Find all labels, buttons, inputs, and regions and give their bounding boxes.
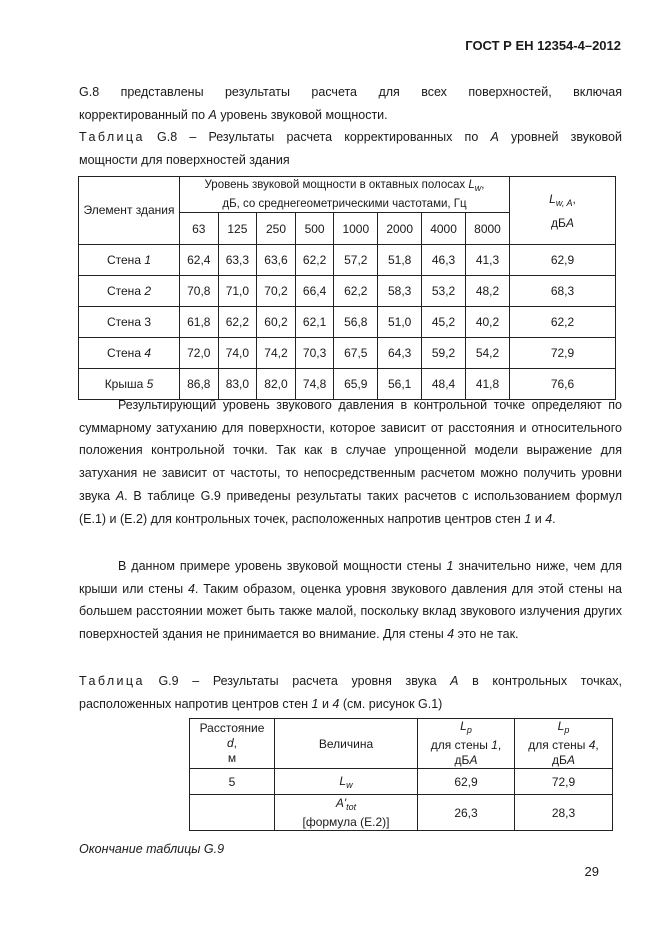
t9-header-distance: Расстояние d, м xyxy=(190,719,275,769)
freq-cell: 500 xyxy=(295,213,334,245)
row-label: Крыша 5 xyxy=(79,369,180,400)
paragraph-1: Результирующий уровень звукового давления в контрольной точке определяют по суммарному затуханию для поверхности, которое зависит от расстояния и относительного положения контрольной точки. Так как в случае упрощенной модели выражение для затухания не зависит от частоты, то непосредственным расчетом можно получить уровни звука А. В таблице G.9 приведены результаты таких расчетов с использованием формул (Е.1) и (Е.2) для контрольных точек, расположенных напротив центров стен 1 и 4. xyxy=(79,398,622,526)
freq-cell: 1000 xyxy=(334,213,378,245)
table-row: Крыша 5 86,8 83,0 82,0 74,8 65,9 56,1 48,4 41,8 76,6 xyxy=(79,369,616,400)
table-row: Стена 1 62,4 63,3 63,6 62,2 57,2 51,8 46,3 41,3 62,9 xyxy=(79,245,616,276)
t8-header-bands: Уровень звуковой мощности в октавных полосах $L_w$, дБ, со среднегеометрическими частотами, Гц xyxy=(180,177,510,213)
row-total: 72,9 xyxy=(510,338,616,369)
table-row: 5 $L_w$ 62,9 72,9 xyxy=(190,769,613,795)
row-total: 62,2 xyxy=(510,307,616,338)
freq-cell: 250 xyxy=(257,213,296,245)
page-number: 29 xyxy=(584,864,599,879)
freq-cell: 4000 xyxy=(422,213,466,245)
table-row: Стена 3 61,8 62,2 60,2 62,1 56,8 51,0 45,2 40,2 62,2 xyxy=(79,307,616,338)
freq-cell: 2000 xyxy=(378,213,422,245)
table-g8-caption: Таблица G.8 – Результаты расчета корректированных по А уровней звуковой мощности для поверхностей здания xyxy=(79,130,622,167)
row-total: 76,6 xyxy=(510,369,616,400)
intro-line-2: корректированный по А уровень звуковой мощности. xyxy=(79,107,388,122)
t8-header-total: $L_{w, A}$, дБА xyxy=(510,177,616,245)
freq-cell: 125 xyxy=(218,213,257,245)
row-label: Стена 1 xyxy=(79,245,180,276)
freq-cell: 8000 xyxy=(466,213,510,245)
table-row: Стена 4 72,0 74,0 74,2 70,3 67,5 64,3 59,2 54,2 72,9 xyxy=(79,338,616,369)
table-g9-caption: Таблица G.9 – Результаты расчета уровня звука А в контрольных точках, расположенных напротив центров стен 1 и 4 (см. рисунок G.1) xyxy=(79,674,622,711)
table-g9 xyxy=(189,718,613,831)
document-header: ГОСТ Р ЕН 12354-4–2012 xyxy=(465,38,621,53)
row-total: 68,3 xyxy=(510,276,616,307)
t9-header-quantity: Величина xyxy=(275,719,418,769)
table-continuation-note: Окончание таблицы G.9 xyxy=(79,842,225,856)
row-label: Стена 2 xyxy=(79,276,180,307)
intro-line-1: G.8 представлены результаты расчета для всех поверхностей, включая xyxy=(79,85,622,99)
t9-header-row xyxy=(190,719,613,769)
freq-cell: 63 xyxy=(180,213,219,245)
t9-header-wall4: $L_p$ для стены 4, дБА xyxy=(515,719,613,769)
row-total: 62,9 xyxy=(510,245,616,276)
row-label: Стена 4 xyxy=(79,338,180,369)
paragraph-2: В данном примере уровень звуковой мощности стены 1 значительно ниже, чем для крыши или стены 4. Таким образом, оценка уровня звукового давления для этой стены на большем расстоянии может быть также малой, поскольку вклад звукового излучения других поверхностей здания не принимается во внимание. Для стены 4 это не так. xyxy=(79,559,622,642)
table-row: $A'_{tot}$ [формула (Е.2)] 26,3 28,3 xyxy=(190,795,613,831)
row-label: Стена 3 xyxy=(79,307,180,338)
t9-header-wall1: $L_p$ для стены 1, дБА xyxy=(418,719,515,769)
intro-paragraph xyxy=(79,81,622,126)
table-row: Стена 2 70,8 71,0 70,2 66,4 62,2 58,3 53,2 48,2 68,3 xyxy=(79,276,616,307)
table-g8 xyxy=(78,176,616,400)
t8-header-element: Элемент здания xyxy=(79,177,180,245)
